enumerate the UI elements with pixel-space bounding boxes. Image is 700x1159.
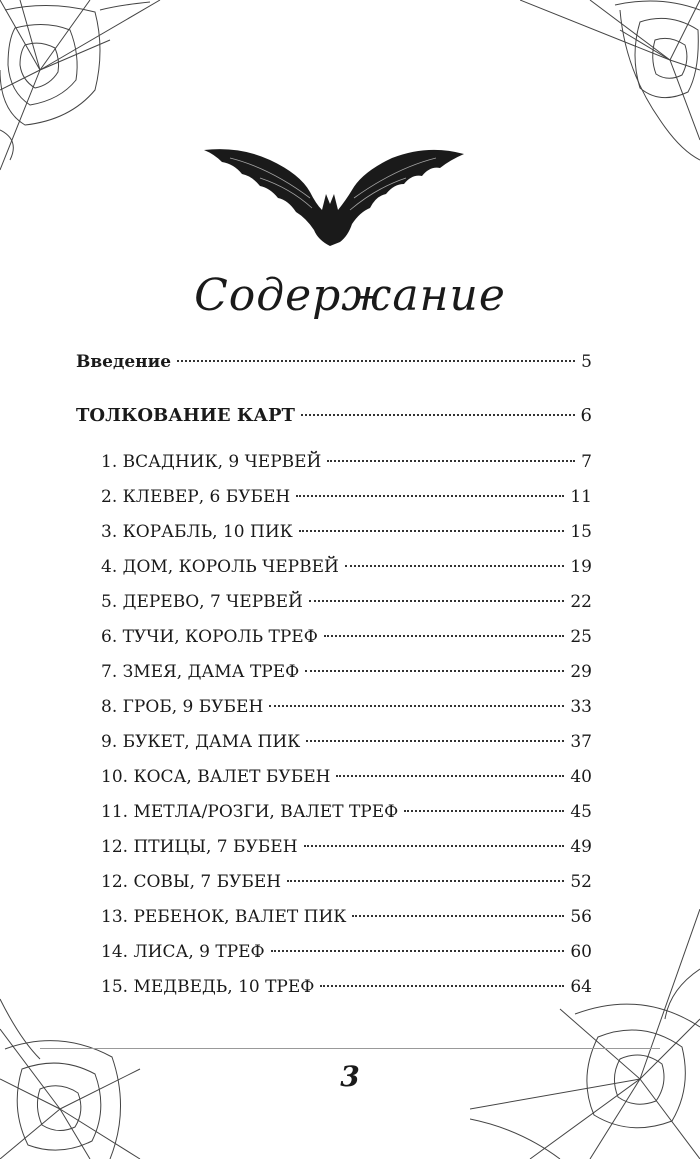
toc-item[interactable] (101, 872, 592, 902)
toc-item-page: 64 (570, 977, 592, 997)
toc-item-page: 49 (570, 837, 592, 857)
toc-item-page: 7 (581, 452, 592, 472)
spider-web-icon (520, 0, 700, 170)
toc-item-page: 37 (570, 732, 592, 752)
toc-item-label: 4. ДОМ, КОРОЛЬ ЧЕРВЕЙ (101, 557, 339, 577)
dot-leader (301, 414, 575, 416)
toc-item[interactable] (101, 837, 592, 867)
toc-entry-label: ТОЛКОВАНИЕ КАРТ (76, 405, 295, 426)
toc-item-page: 29 (570, 662, 592, 682)
toc-item-page: 33 (570, 697, 592, 717)
toc-item-label: 1. ВСАДНИК, 9 ЧЕРВЕЙ (101, 452, 322, 472)
toc-item-page: 45 (570, 802, 592, 822)
toc-item-label: 7. ЗМЕЯ, ДАМА ТРЕФ (101, 662, 300, 682)
dot-leader (336, 775, 564, 777)
toc-entry-card-interpretation[interactable] (76, 405, 592, 435)
toc-item-page: 40 (570, 767, 592, 787)
toc-item[interactable] (101, 977, 592, 1007)
dot-leader (269, 705, 564, 707)
toc-item-label: 14. ЛИСА, 9 ТРЕФ (101, 942, 265, 962)
dot-leader (306, 740, 564, 742)
toc-item-label: 2. КЛЕВЕР, 6 БУБЕН (101, 487, 291, 507)
dot-leader (296, 495, 564, 497)
toc-item-label: 9. БУКЕТ, ДАМА ПИК (101, 732, 301, 752)
toc-entry-page: 6 (580, 405, 592, 426)
toc-item[interactable] (101, 767, 592, 797)
toc-item-page: 19 (570, 557, 592, 577)
toc-item[interactable] (101, 662, 592, 692)
dot-leader (352, 915, 564, 917)
toc-item-label: 6. ТУЧИ, КОРОЛЬ ТРЕФ (101, 627, 318, 647)
toc-item[interactable] (101, 452, 592, 482)
toc-item-label: 12. ПТИЦЫ, 7 БУБЕН (101, 837, 298, 857)
dot-leader (299, 530, 565, 532)
toc-item[interactable] (101, 942, 592, 972)
dot-leader (309, 600, 564, 602)
dot-leader (177, 360, 575, 362)
toc-item-label: 5. ДЕРЕВО, 7 ЧЕРВЕЙ (101, 592, 303, 612)
toc-item[interactable] (101, 907, 592, 937)
toc-item-page: 52 (570, 872, 592, 892)
toc-item[interactable] (101, 627, 592, 657)
toc-item-page: 56 (570, 907, 592, 927)
toc-item-page: 15 (570, 522, 592, 542)
toc-item-label: 10. КОСА, ВАЛЕТ БУБЕН (101, 767, 331, 787)
toc-entry-label: Введение (76, 352, 172, 372)
dot-leader (345, 565, 565, 567)
toc-item-label: 11. МЕТЛА/РОЗГИ, ВАЛЕТ ТРЕФ (101, 802, 399, 822)
toc-item-page: 25 (570, 627, 592, 647)
dot-leader (271, 950, 565, 952)
bat-icon (200, 138, 466, 252)
toc-item-label: 13. РЕБЕНОК, ВАЛЕТ ПИК (101, 907, 347, 927)
dot-leader (324, 635, 565, 637)
toc-item-page: 22 (570, 592, 592, 612)
dot-leader (287, 880, 564, 882)
toc-entry-page: 5 (581, 352, 592, 372)
dot-leader (327, 460, 575, 462)
toc-item-label: 12. СОВЫ, 7 БУБЕН (101, 872, 282, 892)
dot-leader (305, 670, 564, 672)
toc-item-page: 11 (570, 487, 592, 507)
page-number: 3 (340, 1060, 360, 1093)
toc-item[interactable] (101, 802, 592, 832)
toc-entry-introduction[interactable] (76, 352, 592, 382)
spider-web-icon (0, 0, 220, 200)
page-title: Содержание (194, 270, 506, 321)
toc-item[interactable] (101, 697, 592, 727)
dot-leader (404, 810, 564, 812)
toc-item[interactable] (101, 522, 592, 552)
toc-item-label: 3. КОРАБЛЬ, 10 ПИК (101, 522, 293, 542)
toc-item[interactable] (101, 557, 592, 587)
toc-item[interactable] (101, 732, 592, 762)
footer-divider (40, 1048, 660, 1049)
toc-item[interactable] (101, 487, 592, 517)
toc-item-label: 15. МЕДВЕДЬ, 10 ТРЕФ (101, 977, 315, 997)
toc-item-label: 8. ГРОБ, 9 БУБЕН (101, 697, 264, 717)
dot-leader (320, 985, 564, 987)
toc-item[interactable] (101, 592, 592, 622)
dot-leader (304, 845, 565, 847)
toc-item-page: 60 (570, 942, 592, 962)
